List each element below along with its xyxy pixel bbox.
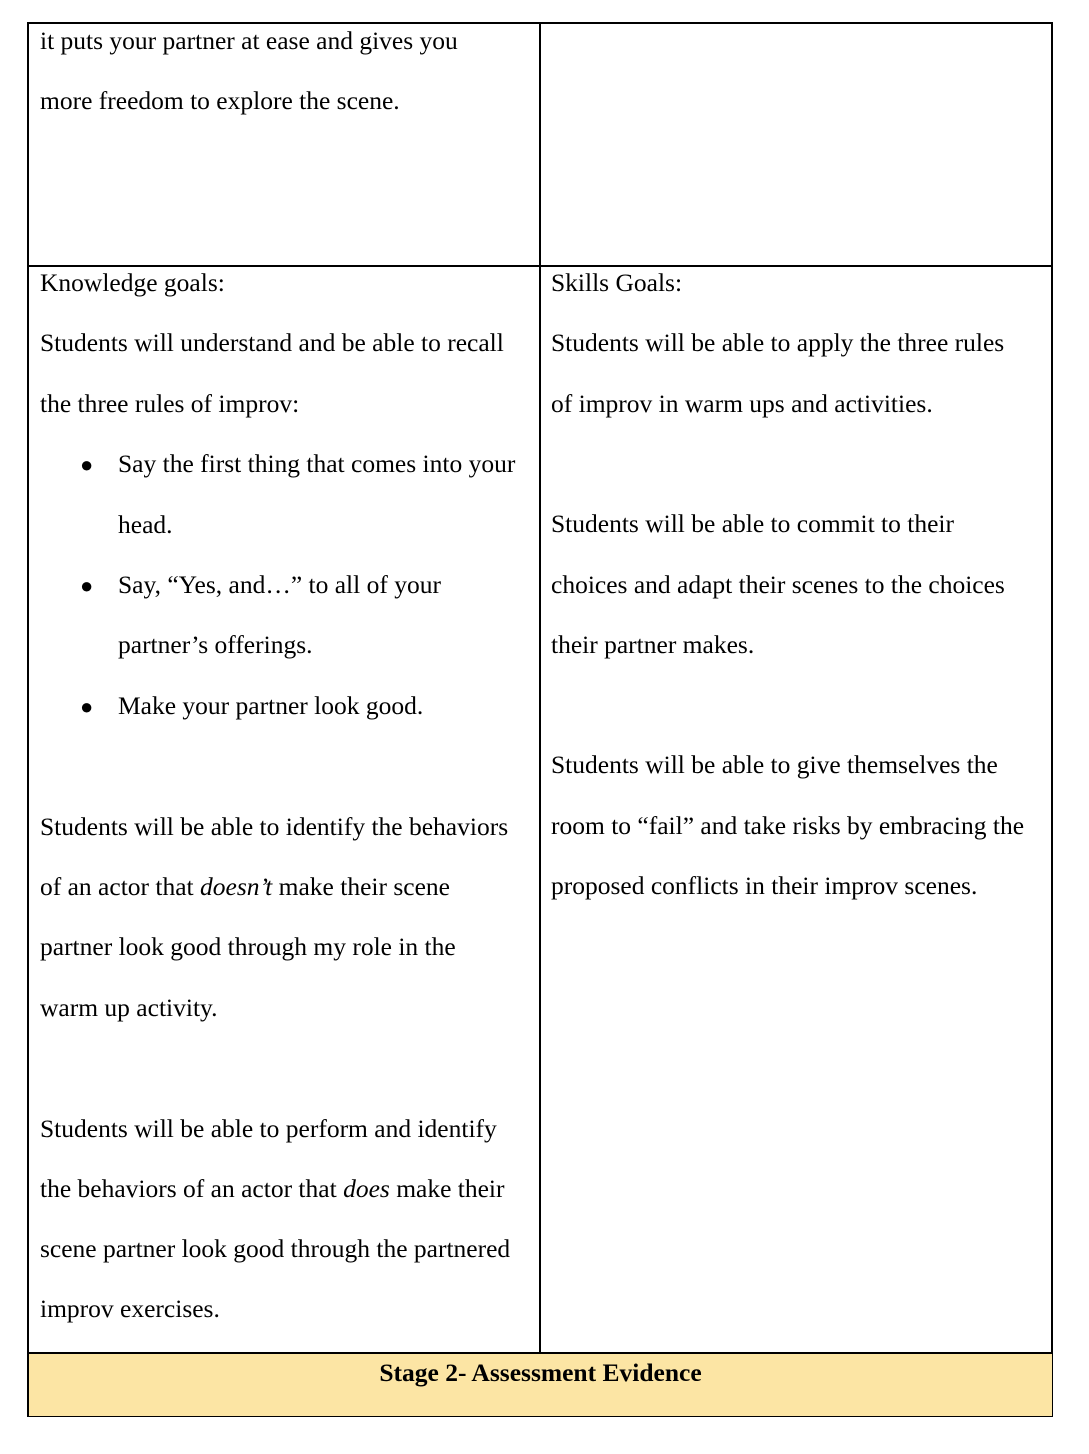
rule-1-line-2: head. [118, 510, 173, 539]
knowledge-para2-line-1: Students will be able to identify the behaviors [40, 812, 509, 841]
bullet-icon: ● [80, 452, 94, 477]
emphasis-doesnt: doesn’t [200, 872, 273, 901]
skills-para3-line-1: Students will be able to give themselves the [551, 750, 998, 779]
column-divider [539, 22, 541, 1354]
bullet-icon: ● [80, 694, 94, 719]
knowledge-para2-line-3: partner look good through my role in the [40, 932, 456, 961]
knowledge-heading: Knowledge goals: [40, 268, 225, 297]
knowledge-para3-line-1: Students will be able to perform and identify [40, 1114, 497, 1143]
top-left-line-1: it puts your partner at ease and gives you [40, 26, 458, 55]
emphasis-does: does [343, 1174, 390, 1203]
row-divider [27, 265, 1053, 267]
table-border-left [27, 22, 29, 1417]
stage-2-title: Stage 2- Assessment Evidence [379, 1358, 702, 1387]
text-fragment: the behaviors of an actor that [40, 1174, 344, 1203]
skills-para2-line-3: their partner makes. [551, 630, 755, 659]
skills-para1-line-2: of improv in warm ups and activities. [551, 389, 933, 418]
knowledge-para2-line-2 [40, 872, 450, 902]
knowledge-para3-line-4: improv exercises. [40, 1294, 220, 1323]
skills-para3-line-3: proposed conflicts in their improv scenes. [551, 871, 978, 900]
text-fragment: make their [389, 1174, 505, 1203]
rule-1-line-1: Say the first thing that comes into your [118, 449, 516, 478]
knowledge-para2-line-4: warm up activity. [40, 993, 218, 1022]
knowledge-para3-line-3: scene partner look good through the partnered [40, 1234, 511, 1263]
skills-para2-line-1: Students will be able to commit to their [551, 509, 954, 538]
skills-para1-line-1: Students will be able to apply the three rules [551, 328, 1005, 357]
skills-para2-line-2: choices and adapt their scenes to the choices [551, 570, 1005, 599]
rule-2-line-1: Say, “Yes, and…” to all of your [118, 570, 441, 599]
text-fragment: of an actor that [40, 872, 201, 901]
bullet-icon: ● [80, 573, 94, 598]
rule-3-line-1: Make your partner look good. [118, 691, 424, 720]
knowledge-intro-line-1: Students will understand and be able to recall [40, 328, 504, 357]
skills-para3-line-2: room to “fail” and take risks by embracing the [551, 811, 1025, 840]
rule-2-line-2: partner’s offerings. [118, 630, 313, 659]
text-fragment: make their scene [272, 872, 450, 901]
knowledge-intro-line-2: the three rules of improv: [40, 389, 300, 418]
table-border-right [1051, 22, 1053, 1417]
knowledge-para3-line-2 [40, 1174, 505, 1204]
top-left-line-2: more freedom to explore the scene. [40, 86, 400, 115]
skills-heading: Skills Goals: [551, 268, 683, 297]
